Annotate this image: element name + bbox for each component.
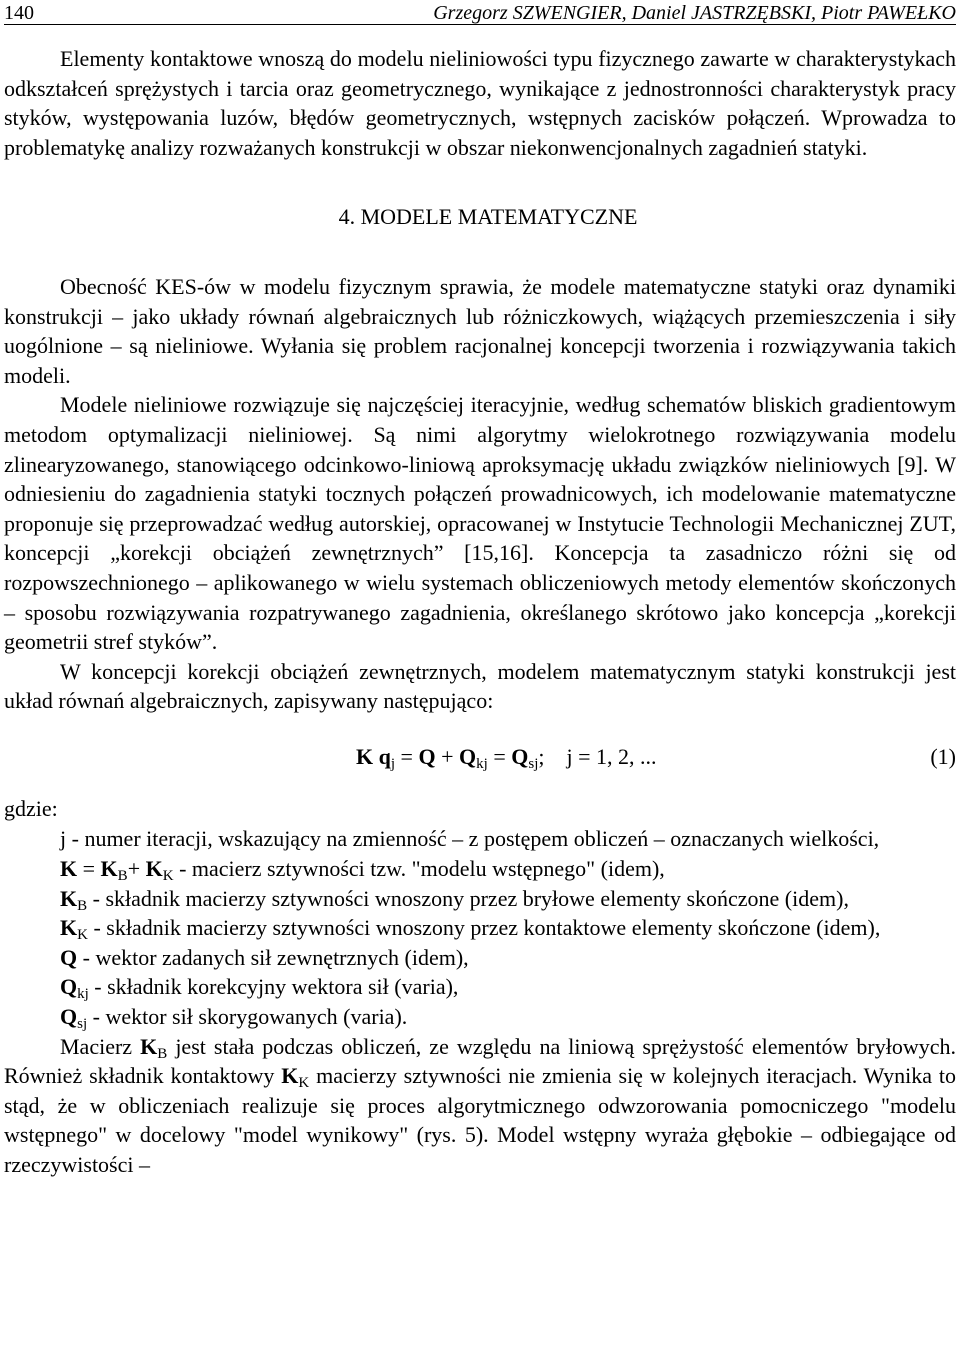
def-Qkj-sub: kj [77,986,89,1003]
def-K-equals: = [77,856,101,882]
eq-vector-Qkj: Q [459,743,477,769]
closing-symbol-KK: K [281,1063,299,1089]
closing-sub-K: K [298,1075,310,1092]
def-Qkj-symbol: Q [60,974,78,1000]
eq-sub-kj: kj [476,755,488,772]
def-K-symbol-2: K [100,856,118,882]
eq-equals-2: = [487,743,512,769]
section-paragraph-1: Obecność KES-ów w modelu fizycznym sprawia, że modele matematyczne statyki oraz dynamiki konstrukcji – jako układy równań algebraicznych lub różniczkowych, wiążących przemieszczenia i siły uogólnione – są nieliniowe. Wyłania się problem racjonalnej koncepcji tworzenia i rozwiązywania takich modeli. [4,273,956,388]
def-Q-symbol: Q [60,944,78,970]
def-Qsj-sub: sj [77,1016,88,1033]
eq-sub-sj: sj [528,755,539,772]
def-K-sub-3: K [162,868,174,885]
eq-equals-1: = [395,743,419,769]
definition-Q [4,943,956,973]
def-K-sub-2: B [117,868,128,885]
closing-text-2: jest stała podczas obliczeń, ze względu na liniową sprężystość elementów bryłowych. Również składnik kontaktowy [4,1033,956,1089]
eq-vector-Q: Q [418,743,436,769]
where-label: gdzie: [4,795,58,821]
def-K-symbol-3: K [145,856,163,882]
definition-Qkj [4,972,956,1002]
closing-sub-B: B [157,1045,168,1062]
def-K-plus: + [127,856,146,882]
def-Q-text: - wektor zadanych sił zewnętrznych (idem), [77,944,469,970]
def-KB-symbol: K [60,885,78,911]
def-K-text: - macierz sztywności tzw. "modelu wstępnego" (idem), [173,856,665,882]
section-paragraph-3: W koncepcji korekcji obciążeń zewnętrznych, modelem matematycznym statyki konstrukcji jest układ równań algebraicznych, zapisywany następująco: [4,658,956,714]
equation-1 [4,742,956,772]
eq-vector-q: q [378,743,391,769]
eq-matrix-k: K [356,743,374,769]
eq-tail: ; j = 1, 2, ... [538,743,657,769]
def-KK-text: - składnik macierzy sztywności wnoszony przez kontaktowe elementy skończone (idem), [87,915,881,941]
eq-sub-j: j [390,755,396,772]
header-authors: Grzegorz SZWENGIER, Daniel JASTRZĘBSKI, Piotr PAWEŁKO [433,2,956,24]
equation-number: (1) [930,743,956,769]
intro-paragraph: Elementy kontaktowe wnoszą do modelu nieliniowości typu fizycznego zawarte w charakterystykach odkształceń sprężystych i tarcia oraz geometrycznego, wynikające z jednostronności charakterystyk pracy styków, występowania luzów, błędów geometrycznych, wstępnych zacisków połączeń. Wprowadza to problematykę analizy rozważanych konstrukcji w obszar niekonwencjonalnych zagadnień statyki. [4,46,956,160]
def-K-symbol: K [60,856,78,882]
definition-j: j - numer iteracji, wskazujący na zmienność – z postępem obliczeń – oznaczanych wielkości, [60,826,880,852]
page-number: 140 [4,2,34,24]
def-Qsj-text: - wektor sił skorygowanych (varia). [87,1004,408,1030]
definition-KK [4,913,956,943]
eq-vector-Qsj: Q [511,743,529,769]
def-KK-sub: K [77,927,88,944]
definition-Qsj [4,1002,956,1032]
equation-body [356,742,657,772]
definition-K [4,854,956,884]
closing-text-3: macierzy sztywności nie zmienia się w kolejnych iteracjach. Wynika to stąd, że w obliczeniach realizuje się proces algorytmicznego odwzorowania pomocniczego "modelu wstępnego" w docelowy "model wynikowy" (rys. 5). Model wstępny wyraża głębokie – odbiegające od rzeczywistości – [4,1063,956,1177]
section-paragraph-2: Modele nieliniowe rozwiązuje się najczęściej iteracyjnie, według schematów bliskich gradientowym metodom optymalizacji nieliniowej. Są nimi algorytmy wielokrotnego rozwiązywania modelu zlinearyzowanego, stanowiącego odcinkowo-liniową aproksymację układu związków nieliniowych [9]. W odniesieniu do zagadnienia statyki tocznych połączeń prowadnicowych, ich modelowanie matematyczne proponuje się przeprowadzać według autorskiej, opracowanej w Instytucie Technologii Mechanicznej ZUT, koncepcji „korekcji obciążeń zewnętrznych” [15,16]. Koncepcja ta zasadniczo różni się od rozpowszechnionego – aplikowanego w wielu systemach obliczeniowych metody elementów skończonych – sposobu rozwiązywania rozpatrywanego zagadnienia, określanego skrótowo jako koncepcja „korekcji geometrii stref styków”. [4,392,956,655]
eq-plus: + [435,743,460,769]
def-KB-text: - składnik macierzy sztywności wnoszony przez bryłowe elementy skończone (idem), [87,885,849,911]
closing-text-1: Macierz [60,1033,141,1059]
running-header [4,0,956,25]
closing-paragraph [4,1032,956,1180]
section-heading: 4. MODELE MATEMATYCZNE [338,204,638,230]
def-Qkj-text: - składnik korekcyjny wektora sił (varia), [88,974,459,1000]
definition-KB [4,884,956,914]
def-Qsj-symbol: Q [60,1004,78,1030]
definitions-list [4,824,956,1031]
def-KK-symbol: K [60,915,78,941]
def-KB-sub: B [77,897,88,914]
closing-symbol-KB: K [140,1033,158,1059]
